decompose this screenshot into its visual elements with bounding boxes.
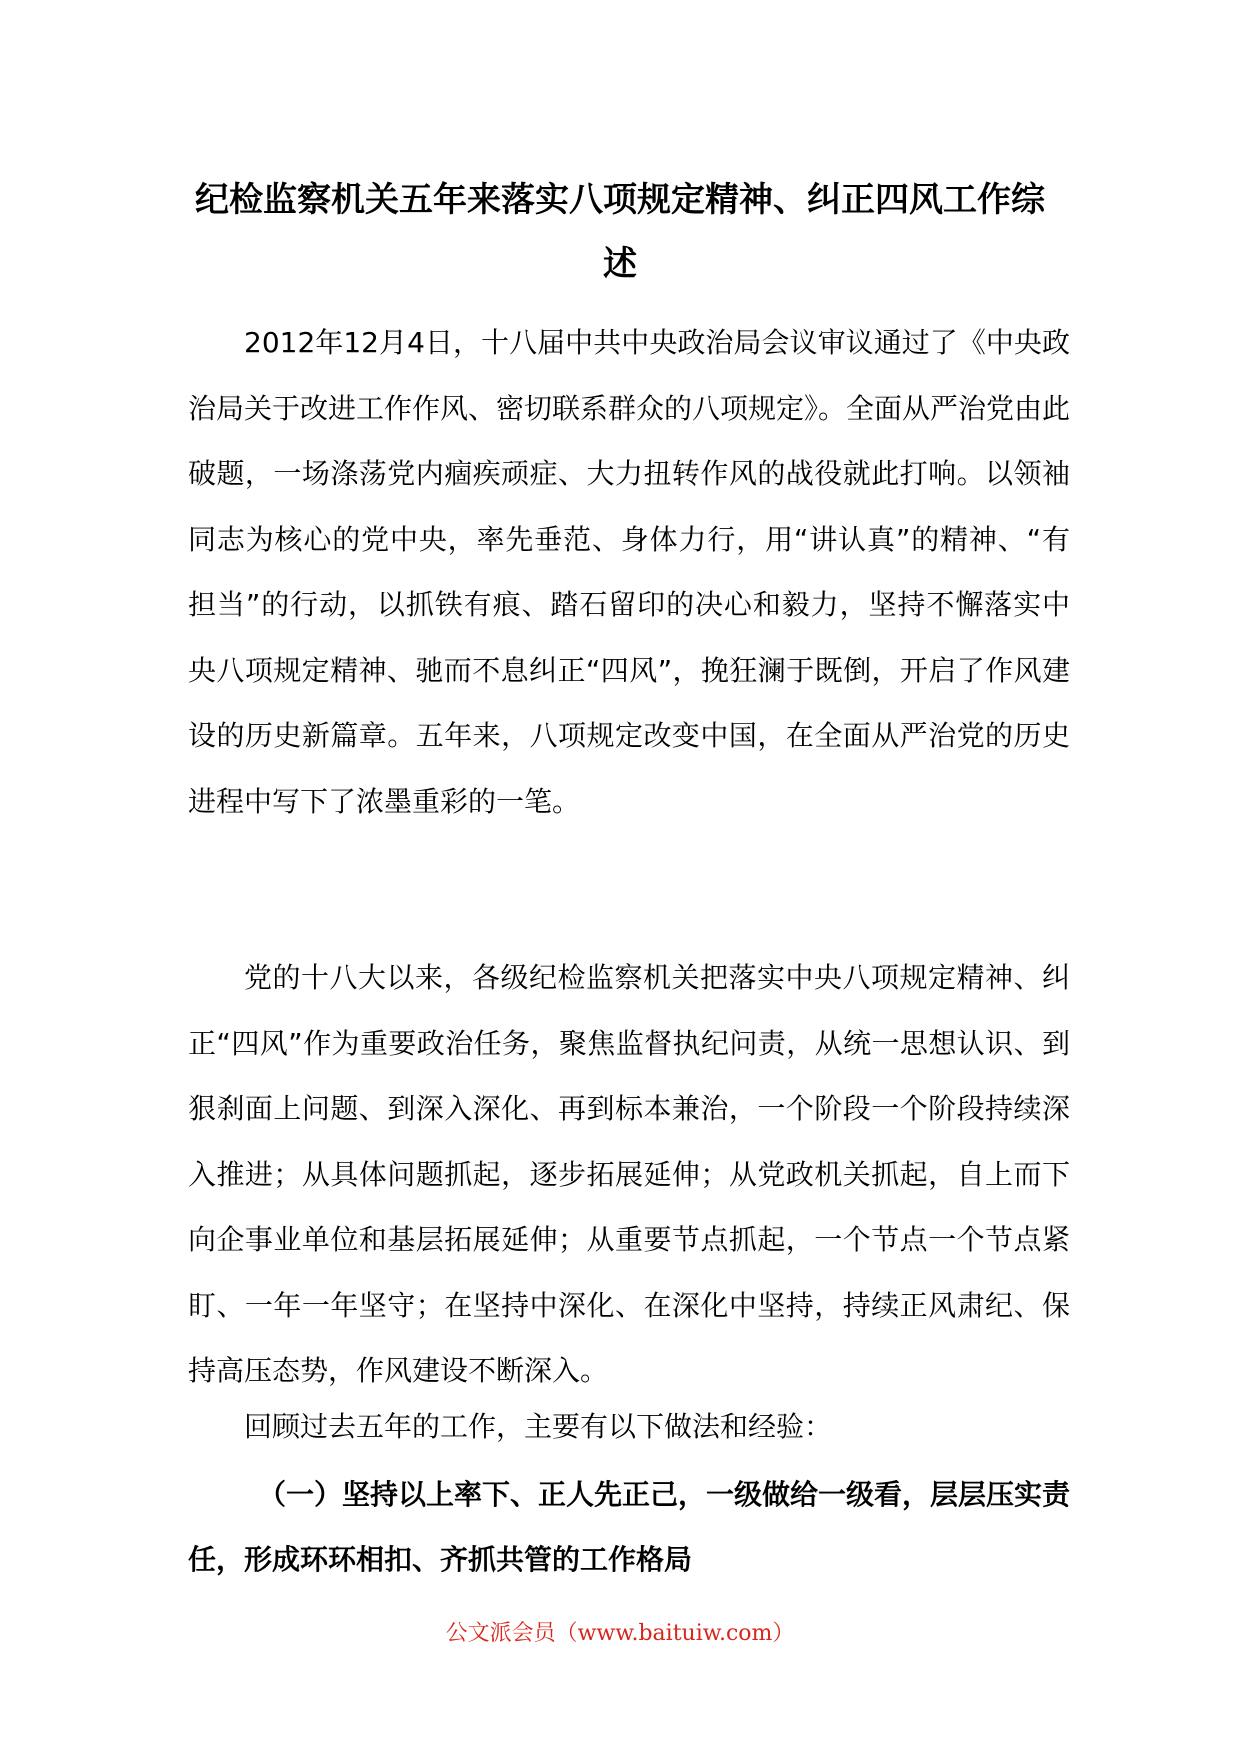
document-title: 纪检监察机关五年来落实八项规定精神、纠正四风工作综述 <box>195 180 1045 284</box>
body-paragraph-1: 2012年12月4日，十八届中共中央政治局会议审议通过了《中央政治局关于改进工作作风、密切联系群众的八项规定》。全面从严治党由此破题，一场涤荡党内痼疾顽症、大力扭转作风的战役就此打响。以领袖同志为核心的党中央，率先垂范、身体力行，用“讲认真”的精神、“有担当”的行动，以抓铁有痕、踏石留印的决心和毅力，坚持不懈落实中央八项规定精神、驰而不息纠正“四风”，挽狂澜于既倒，开启了作风建设的历史新篇章。五年来，八项规定改变中国，在全面从严治党的历史进程中写下了浓墨重彩的一笔。 <box>188 326 1071 818</box>
body-paragraph-3: 回顾过去五年的工作，主要有以下做法和经验： <box>244 1410 833 1443</box>
section-heading-1: （一）坚持以上率下、正人先正己，一级做给一级看，层层压实责任，形成环环相扣、齐抓共管的工作格局 <box>188 1478 1071 1576</box>
body-paragraph-2: 党的十八大以来，各级纪检监察机关把落实中央八项规定精神、纠正“四风”作为重要政治任务，聚焦监督执纪问责，从统一思想认识、到狠刹面上问题、到深入深化、再到标本兼治，一个阶段一个阶段持续深入推进；从具体问题抓起，逐步拓展延伸；从党政机关抓起，自上而下向企事业单位和基层拓展延伸；从重要节点抓起，一个节点一个节点紧盯、一年一年坚守；在坚持中深化、在深化中坚持，持续正风肃纪、保持高压态势，作风建设不断深入。 <box>188 961 1070 1387</box>
footer-watermark: 公文派会员（www.baituiw.com） <box>445 1621 795 1646</box>
